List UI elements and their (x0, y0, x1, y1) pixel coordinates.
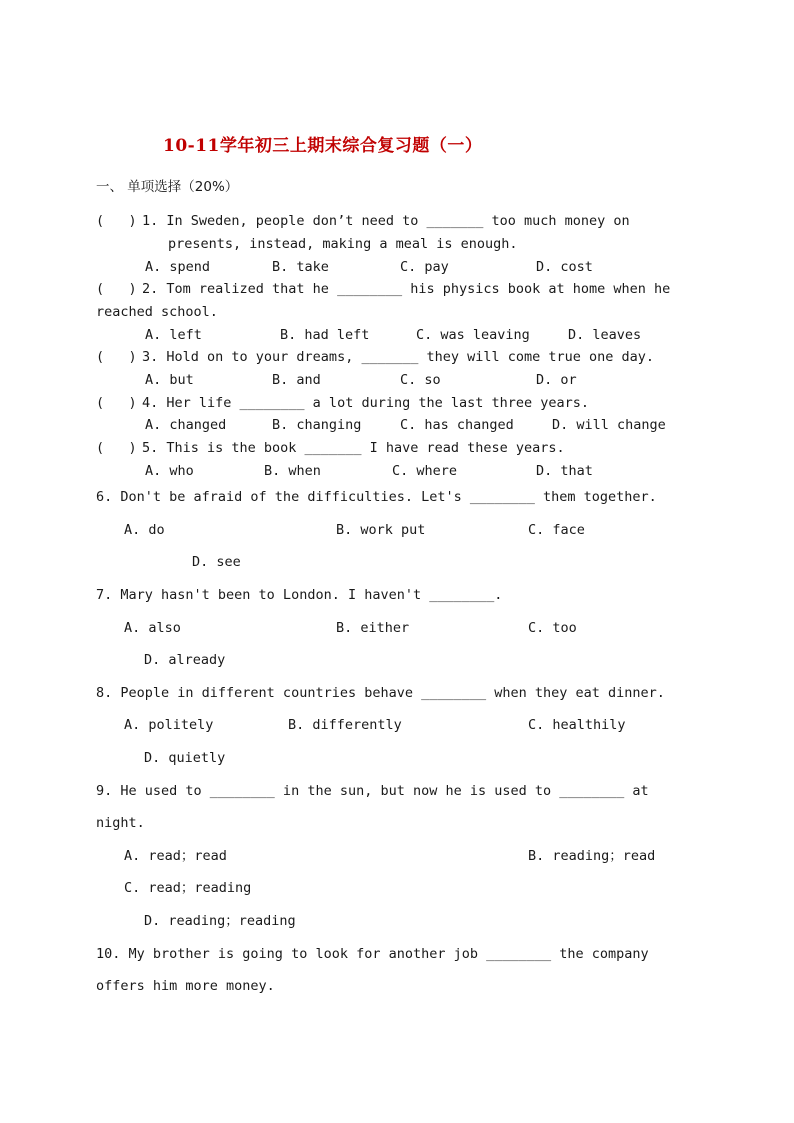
question-1-continuation: presents, instead, making a meal is enough. (168, 236, 518, 252)
option-d: D. will change (552, 417, 666, 433)
option-c: C. read；reading (124, 880, 252, 896)
option-d: D. already (144, 652, 226, 668)
question-8: 8. People in different countries behave ________ when they eat dinner. (96, 685, 665, 701)
option-a: A. left (145, 327, 202, 343)
question-text: 3. Hold on to your dreams, _______ they will come true one day. (142, 349, 655, 365)
answer-blank: ( ) (96, 281, 137, 297)
option-a: A. do (124, 522, 165, 538)
option-b: B. either (336, 620, 410, 636)
option-a: A. also (124, 620, 181, 636)
question-6: 6. Don't be afraid of the difficulties. Let's ________ them together. (96, 489, 657, 505)
option-b: B. work put (336, 522, 426, 538)
option-a: A. politely (124, 717, 214, 733)
option-b: B. reading；read (528, 848, 656, 864)
option-c: C. where (392, 463, 458, 479)
option-d: D. reading；reading (144, 913, 296, 929)
answer-blank: ( ) (96, 440, 137, 456)
option-c: C. was leaving (416, 327, 530, 343)
question-4 (96, 394, 589, 412)
option-b: B. changing (272, 417, 362, 433)
option-c: C. pay (400, 259, 449, 275)
option-d: D. see (192, 554, 241, 570)
option-d: D. leaves (568, 327, 642, 343)
page-title: 10-11学年初三上期末综合复习题（一） (163, 136, 483, 156)
question-text: 2. Tom realized that he ________ his physics book at home when he (142, 281, 671, 297)
question-3 (96, 348, 654, 366)
question-2 (96, 280, 670, 298)
option-c: C. healthily (528, 717, 626, 733)
question-text: 5. This is the book _______ I have read these years. (142, 440, 565, 456)
answer-blank: ( ) (96, 349, 137, 365)
question-5 (96, 439, 565, 457)
option-c: C. too (528, 620, 577, 636)
option-b: B. differently (288, 717, 402, 733)
option-a: A. but (145, 372, 194, 388)
option-b: B. had left (280, 327, 370, 343)
option-d: D. cost (536, 259, 593, 275)
option-a: A. who (145, 463, 194, 479)
question-text: 1. In Sweden, people don’t need to _______ too much money on (142, 213, 630, 229)
option-d: D. that (536, 463, 593, 479)
option-d: D. quietly (144, 750, 226, 766)
question-text: 4. Her life ________ a lot during the last three years. (142, 395, 590, 411)
option-d: D. or (536, 372, 577, 388)
option-a: A. read；read (124, 848, 227, 864)
option-a: A. changed (145, 417, 227, 433)
option-b: B. when (264, 463, 321, 479)
question-9-continuation: night. (96, 815, 145, 831)
question-2-continuation: reached school. (96, 304, 218, 320)
question-1 (96, 212, 630, 230)
option-c: C. so (400, 372, 441, 388)
section-heading: 一、 单项选择（20%） (96, 179, 239, 195)
answer-blank: ( ) (96, 395, 137, 411)
question-7: 7. Mary hasn't been to London. I haven't ________. (96, 587, 503, 603)
answer-blank: ( ) (96, 213, 137, 229)
question-10-continuation: offers him more money. (96, 978, 275, 994)
option-b: B. take (272, 259, 329, 275)
option-b: B. and (272, 372, 321, 388)
option-c: C. has changed (400, 417, 514, 433)
option-a: A. spend (145, 259, 211, 275)
question-10: 10. My brother is going to look for another job ________ the company (96, 946, 649, 962)
option-c: C. face (528, 522, 585, 538)
question-9: 9. He used to ________ in the sun, but now he is used to ________ at (96, 783, 649, 799)
